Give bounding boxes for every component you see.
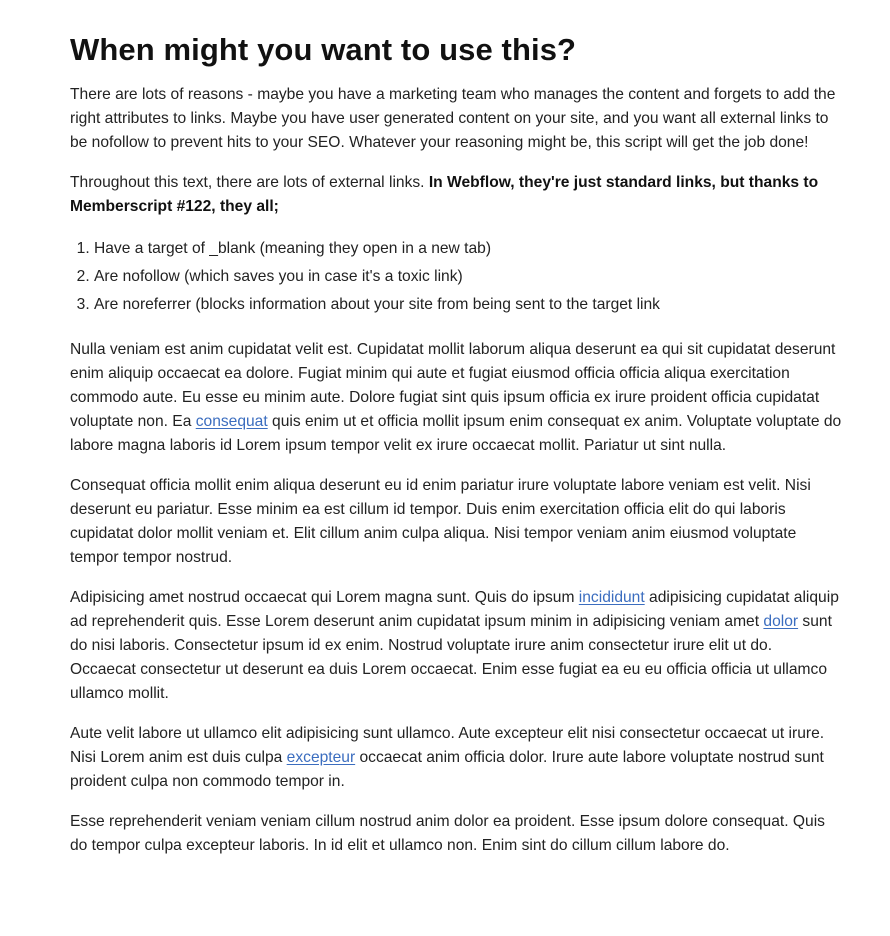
list-item: 3. Are noreferrer (blocks information about your site from being sent to the target link [94,291,842,319]
external-links-lead: Throughout this text, there are lots of external links. [70,174,429,191]
body-paragraph [70,338,842,458]
body-paragraph: Esse reprehenderit veniam veniam cillum nostrud anim dolor ea proident. Esse ipsum dolore consequat. Quis do tempor culpa excepteur laboris. In id elit et ullamco non. Enim sint do cillum cillum labore do. [70,813,825,854]
page-title: When might you want to use this? [70,32,577,67]
intro-paragraph: There are lots of reasons - maybe you have a marketing team who manages the content and forgets to add the right attributes to links. Maybe you have user generated content on your site, and you want all external links to be nofollow to prevent hits to your SEO. Whatever your reasoning might be, this script will get the job done! [70,86,836,151]
body-paragraph [70,586,842,706]
link-excepteur[interactable]: excepteur [286,749,356,766]
link-incididunt[interactable]: incididunt [578,589,645,606]
article [70,30,842,874]
link-dolor[interactable]: dolor [763,613,799,630]
paragraph-text: Adipisicing amet nostrud occaecat qui Lorem magna sunt. Quis do ipsum [70,589,579,606]
link-consequat[interactable]: consequat [195,413,268,430]
external-links-paragraph [70,171,842,219]
external-links-bold: In Webflow, they're just standard links, but thanks to Memberscript #122, they all; [70,174,819,215]
list-item: 2. Are nofollow (which saves you in case it's a toxic link) [94,263,842,291]
body-paragraph: Consequat officia mollit enim aliqua deserunt eu id enim pariatur irure voluptate labore veniam est velit. Nisi deserunt eu pariatur. Esse minim ea est cillum id tempor. Duis enim exercitation officia elit do qui laboris cupidatat dolor mollit veniam et. Elit cillum anim culpa aliqua. Nisi tempor veniam anim eiusmod voluptate tempor tempor nostrud. [70,477,811,566]
paragraph-text: Aute velit labore ut ullamco elit adipisicing sunt ullamco. Aute excepteur elit nisi consectetur occaecat ut irure. Nisi Lorem anim est duis culpa [70,725,825,766]
body-paragraph [70,722,842,794]
paragraph-text: adipisicing cupidatat aliquip ad reprehenderit quis. Esse Lorem deserunt anim cupidatat ipsum minim in adipisicing veniam amet [70,589,839,630]
paragraph-text: occaecat anim officia dolor. Irure aute labore voluptate nostrud sunt proident culpa non commodo tempor in. [70,749,824,790]
list-item: 1. Have a target of _blank (meaning they open in a new tab) [94,235,842,263]
paragraph-text: Nulla veniam est anim cupidatat velit est. Cupidatat mollit laborum aliqua deserunt ea qui sit cupidatat deserunt enim aliquip occaecat ea dolore. Fugiat minim qui aute et fugiat eiusmod officia officia aliqua exercitation commodo aute. Eu esse eu minim aute. Dolore fugiat sint quis ipsum officia ex irure proident officia cupidatat voluptate non. Ea [70,341,836,430]
link-attributes-list [70,235,842,319]
paragraph-text: sunt do nisi laboris. Consectetur ipsum id ex enim. Nostrud voluptate irure anim consectetur irure elit ut do. Occaecat consectetur ut deserunt ea duis Lorem occaecat. Enim esse fugiat ea eu eu officia officia ut ullamco ullamco mollit. [70,613,832,702]
paragraph-text: quis enim ut et officia mollit ipsum enim consequat ex anim. Voluptate voluptate do labore magna laboris id Lorem ipsum tempor velit ex irure occaecat mollit. Pariatur ut sint nulla. [70,413,842,454]
